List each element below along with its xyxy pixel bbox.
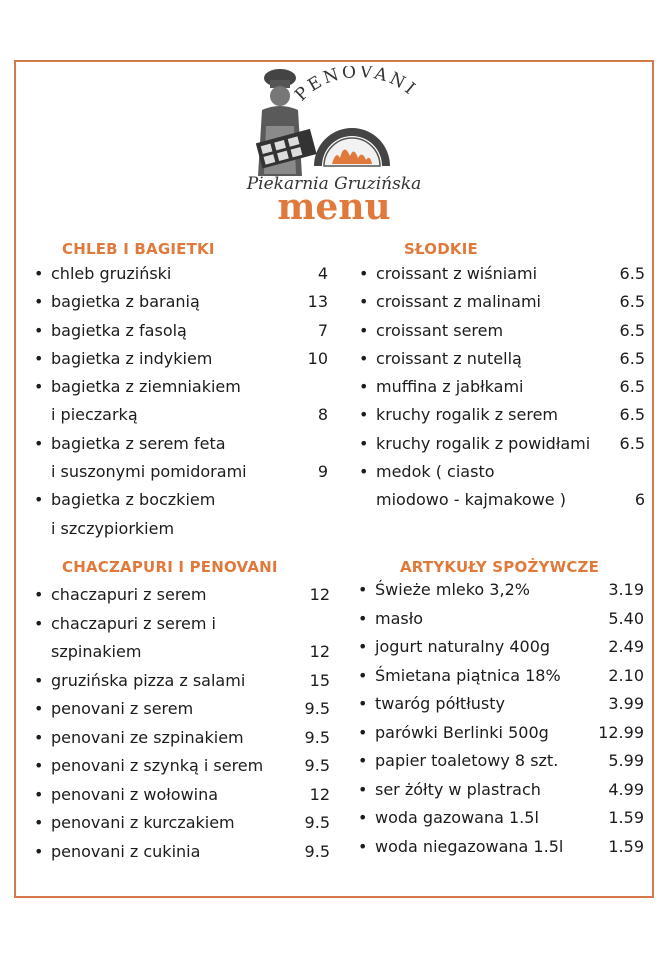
- svg-text:PENOVANI: [291, 66, 421, 105]
- bullet-icon: •: [34, 670, 44, 690]
- item-price: 7: [317, 320, 328, 340]
- item-name: penovani z wołowina: [51, 784, 219, 804]
- item-price: 6: [634, 490, 645, 510]
- item-name: i szczypiorkiem: [51, 518, 175, 538]
- bullet-icon: •: [34, 433, 44, 453]
- menu-item: [34, 430, 328, 487]
- khachapuri-heading: CHACZAPURI I PENOVANI: [62, 558, 278, 576]
- item-name: i suszonymi pomidorami: [51, 462, 247, 482]
- bullet-icon: •: [34, 784, 44, 804]
- item-price: 4.99: [608, 779, 644, 799]
- item-name: kruchy rogalik z serem: [376, 405, 559, 425]
- item-name: Świeże mleko 3,2%: [375, 580, 530, 599]
- bullet-icon: •: [359, 348, 369, 368]
- bullet-icon: •: [34, 292, 44, 312]
- bullet-icon: •: [34, 727, 44, 747]
- item-price: 12: [309, 642, 330, 661]
- menu-item: [358, 776, 644, 805]
- khachapuri-list: [34, 581, 330, 866]
- item-price: 3.99: [608, 694, 644, 713]
- bullet-icon: •: [34, 841, 44, 861]
- item-price: 9.5: [304, 727, 330, 747]
- bullet-icon: •: [358, 779, 368, 799]
- menu-item: [358, 833, 644, 862]
- item-price: 12.99: [598, 722, 644, 742]
- item-name: twaróg półtłusty: [375, 694, 505, 713]
- bullet-icon: •: [34, 699, 44, 718]
- item-name: woda niegazowana 1.5l: [375, 836, 564, 856]
- menu-item: [34, 809, 330, 838]
- item-name: miodowo - kajmakowe ): [376, 490, 566, 510]
- item-price: 12: [309, 585, 330, 604]
- menu-item: [34, 486, 328, 543]
- item-price: 1.59: [608, 808, 644, 827]
- bullet-icon: •: [34, 585, 44, 604]
- item-name: penovani z szynką i serem: [51, 756, 264, 775]
- item-name: masło: [375, 608, 424, 628]
- menu-item: [34, 752, 330, 781]
- item-name: bagietka z ziemniakiem: [51, 377, 241, 397]
- item-name: croissant z nutellą: [376, 348, 522, 368]
- menu-item: [34, 838, 330, 867]
- menu-item: [34, 373, 328, 430]
- item-name: penovani z cukinia: [51, 841, 201, 861]
- groceries-heading: ARTYKUŁY SPOŻYWCZE: [400, 558, 600, 576]
- item-name: i pieczarką: [51, 405, 138, 425]
- item-name: croissant z malinami: [376, 292, 541, 312]
- item-price: 3.19: [608, 580, 644, 599]
- item-price: 9.5: [304, 841, 330, 861]
- brand-arc-text: PENOVANI: [291, 66, 421, 106]
- item-price: 8: [317, 405, 328, 425]
- bullet-icon: •: [358, 694, 368, 713]
- bullet-icon: •: [359, 433, 369, 453]
- sweets-list: [359, 260, 645, 515]
- item-price: 6.5: [619, 377, 645, 397]
- item-name: bagietka z serem feta: [51, 433, 226, 453]
- menu-item: [358, 633, 644, 662]
- item-price: 9.5: [304, 756, 330, 775]
- brand-subtitle: Piekarnia Gruzińska: [246, 174, 422, 194]
- menu-item: [359, 260, 645, 288]
- item-price: 6.5: [619, 433, 645, 453]
- bullet-icon: •: [34, 490, 44, 510]
- menu-item: [34, 724, 330, 753]
- item-name: bagietka z boczkiem: [51, 490, 216, 510]
- bullet-icon: •: [34, 377, 44, 397]
- bullet-icon: •: [358, 722, 368, 742]
- item-name: bagietka z fasolą: [51, 320, 187, 340]
- bullet-icon: •: [358, 608, 368, 628]
- menu-item: [359, 288, 645, 316]
- bullet-icon: •: [358, 637, 368, 656]
- bullet-icon: •: [358, 665, 368, 685]
- bullet-icon: •: [359, 264, 369, 283]
- bullet-icon: •: [34, 320, 44, 340]
- bullet-icon: •: [34, 813, 44, 832]
- item-name: chaczapuri z serem i: [51, 613, 216, 633]
- menu-item: [34, 288, 328, 316]
- menu-item: [34, 260, 328, 288]
- bullet-icon: •: [358, 836, 368, 856]
- item-name: muffina z jabłkami: [376, 377, 524, 397]
- item-price: 6.5: [619, 405, 645, 425]
- item-price: 9.5: [304, 699, 330, 718]
- bullet-icon: •: [359, 377, 369, 397]
- bullet-icon: •: [34, 613, 44, 633]
- sweets-heading: SŁODKIE: [404, 240, 478, 258]
- item-name: Śmietana piątnica 18%: [375, 665, 561, 685]
- item-price: 9.5: [304, 813, 330, 832]
- item-name: croissant serem: [376, 320, 504, 340]
- bullet-icon: •: [358, 580, 368, 599]
- menu-item: [359, 401, 645, 429]
- item-name: jogurt naturalny 400g: [375, 637, 551, 656]
- item-name: bagietka z baranią: [51, 292, 200, 312]
- bullet-icon: •: [359, 462, 369, 482]
- bullet-icon: •: [34, 756, 44, 775]
- menu-item: [358, 747, 644, 776]
- menu-item: [358, 804, 644, 833]
- menu-item: [358, 690, 644, 719]
- item-price: 6.5: [619, 320, 645, 340]
- menu-item: [359, 317, 645, 345]
- item-price: 9: [317, 462, 328, 482]
- menu-item: [34, 781, 330, 810]
- item-name: chleb gruziński: [51, 264, 172, 283]
- bullet-icon: •: [358, 751, 368, 770]
- item-price: 13: [307, 292, 328, 312]
- menu-item: [359, 373, 645, 401]
- item-price: 2.10: [608, 665, 644, 685]
- groceries-list: [358, 576, 644, 861]
- item-name: gruzińska pizza z salami: [51, 670, 246, 690]
- item-name: penovani ze szpinakiem: [51, 727, 244, 747]
- menu-item: [34, 667, 330, 696]
- menu-item: [359, 458, 645, 515]
- item-price: 2.49: [608, 637, 644, 656]
- item-price: 5.40: [608, 608, 644, 628]
- item-price: 5.99: [608, 751, 644, 770]
- bullet-icon: •: [358, 808, 368, 827]
- menu-item: [358, 719, 644, 748]
- item-name: kruchy rogalik z powidłami: [376, 433, 591, 453]
- item-name: ser żółty w plastrach: [375, 779, 541, 799]
- item-name: croissant z wiśniami: [376, 264, 538, 283]
- bread-heading: CHLEB I BAGIETKI: [62, 240, 215, 258]
- bread-list: [34, 260, 328, 543]
- item-price: 10: [307, 348, 328, 368]
- item-price: 6.5: [619, 264, 645, 283]
- menu-item: [34, 317, 328, 345]
- item-name: woda gazowana 1.5l: [375, 808, 539, 827]
- item-name: medok ( ciasto: [376, 462, 495, 482]
- item-price: 15: [309, 670, 330, 690]
- menu-item: [34, 345, 328, 373]
- menu-item: [34, 695, 330, 724]
- menu-item: [358, 576, 644, 605]
- item-name: bagietka z indykiem: [51, 348, 213, 368]
- item-name: papier toaletowy 8 szt.: [375, 751, 559, 770]
- item-name: szpinakiem: [51, 642, 142, 661]
- item-name: penovani z serem: [51, 699, 194, 718]
- item-price: 6.5: [619, 348, 645, 368]
- menu-item: [359, 430, 645, 458]
- bullet-icon: •: [359, 320, 369, 340]
- menu-item: [34, 581, 330, 610]
- menu-title: menu: [277, 186, 391, 228]
- bullet-icon: •: [359, 405, 369, 425]
- item-name: parówki Berlinki 500g: [375, 722, 549, 742]
- menu-item: [358, 605, 644, 634]
- item-price: 4: [317, 264, 328, 283]
- item-price: 12: [309, 784, 330, 804]
- bullet-icon: •: [34, 348, 44, 368]
- item-name: penovani z kurczakiem: [51, 813, 235, 832]
- menu-item: [359, 345, 645, 373]
- item-name: chaczapuri z serem: [51, 585, 207, 604]
- item-price: 1.59: [608, 836, 644, 856]
- bullet-icon: •: [34, 264, 44, 283]
- menu-item: [34, 610, 330, 667]
- menu-item: [358, 662, 644, 691]
- bullet-icon: •: [359, 292, 369, 312]
- item-price: 6.5: [619, 292, 645, 312]
